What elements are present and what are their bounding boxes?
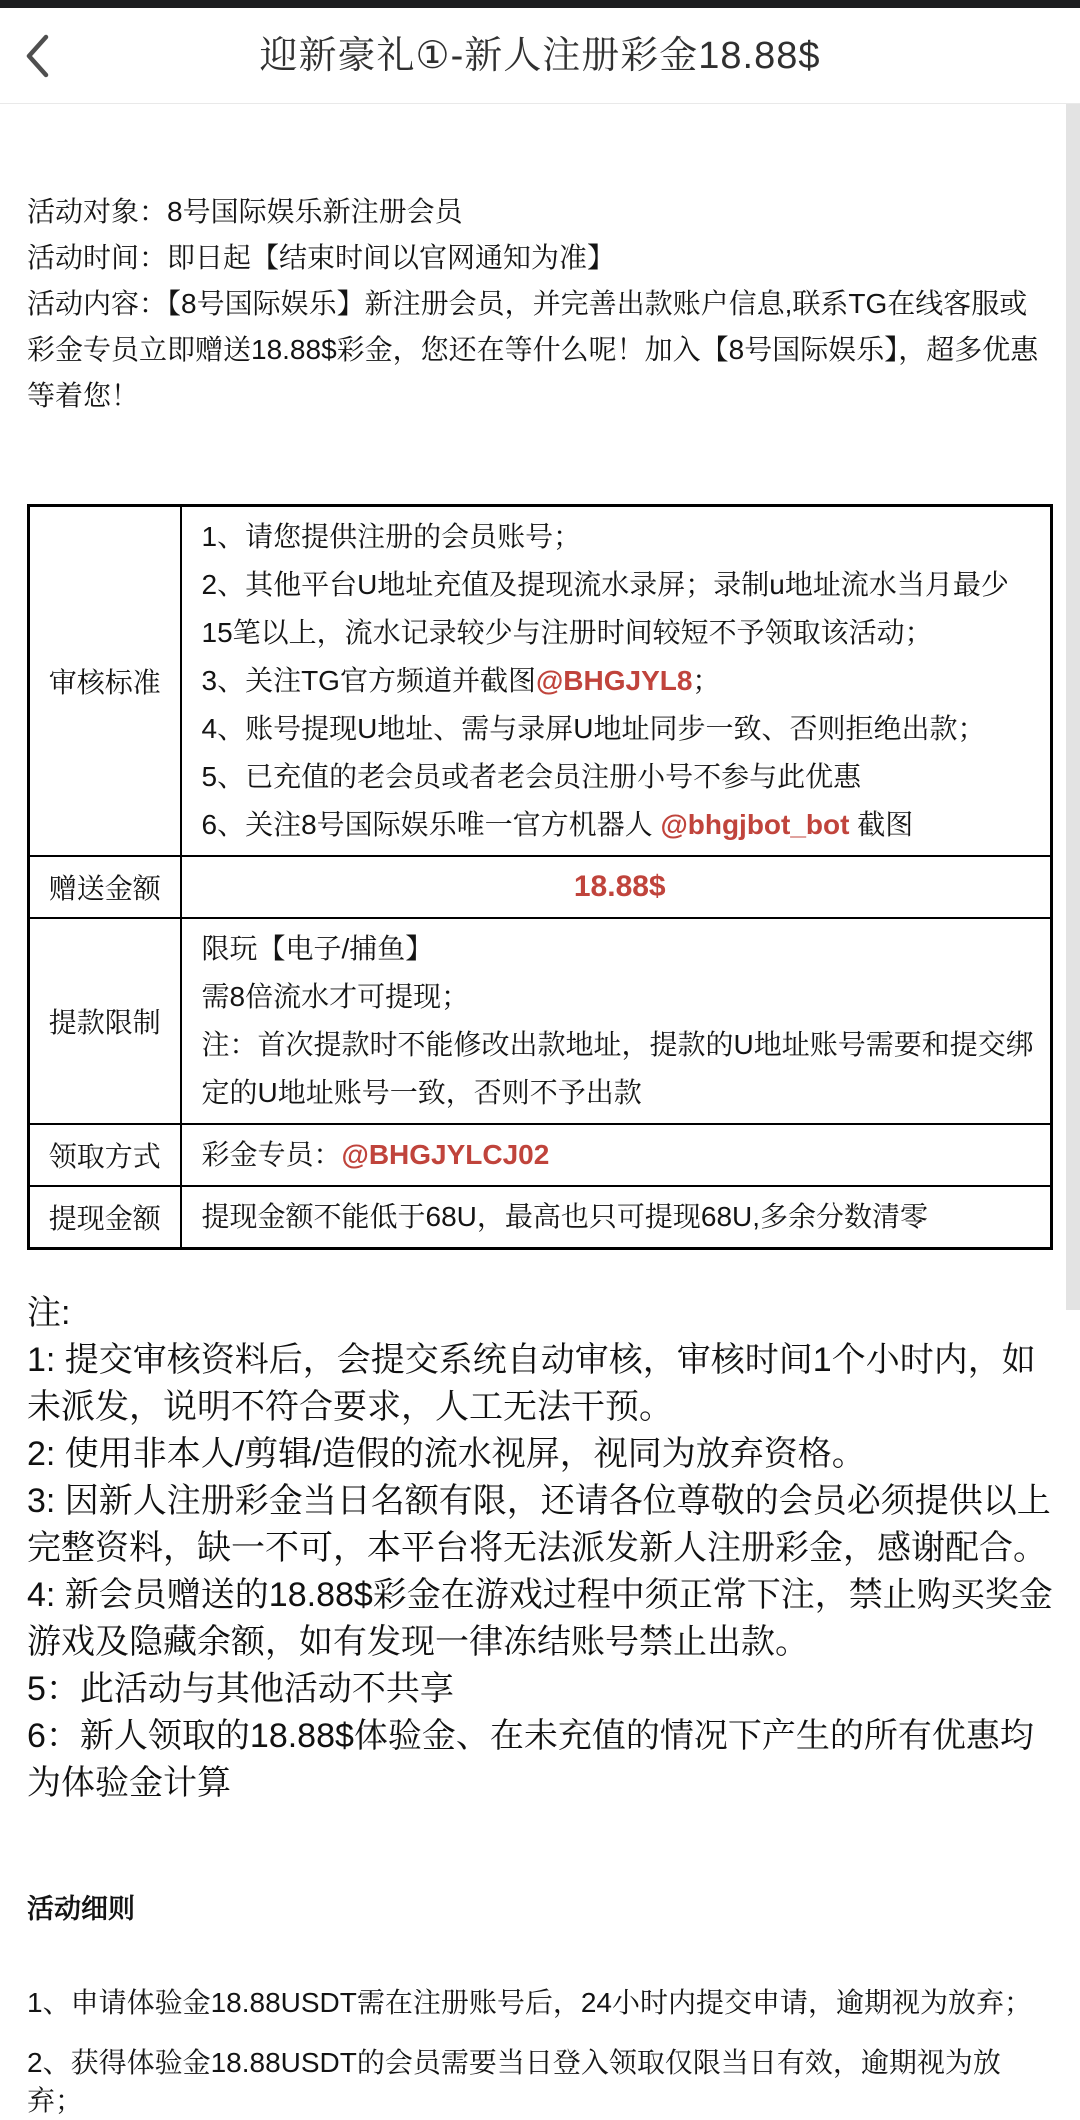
table-line: [202, 863, 1039, 911]
table-line: [202, 973, 1039, 1021]
table-row-content: [181, 1124, 1052, 1186]
promo-table: [27, 504, 1053, 1250]
text-segment: 6、关注8号国际娱乐唯一官方机器人: [201, 809, 661, 840]
back-button[interactable]: [22, 32, 66, 84]
table-row-label: 提现金额: [29, 1186, 181, 1249]
text-segment: 提现金额不能低于68U，最高也只可提现68U,多余分数清零: [201, 1201, 929, 1232]
intro-line: 活动时间：即日起【结束时间以官网通知为准】: [27, 242, 616, 273]
table-row: [29, 918, 1052, 1124]
notes-section: [27, 1290, 1053, 1807]
notes-list: [27, 1337, 1053, 1807]
text-segment: 注：首次提款时不能修改出款地址，提款的U地址账号需要和提交绑定的U地址账号一致，否则不予出款: [201, 1029, 1034, 1108]
table-row: [29, 1186, 1052, 1249]
table-row-label: 审核标准: [29, 506, 181, 857]
table-line: [202, 753, 1039, 801]
table-line: [202, 801, 1039, 849]
note-item: 3: 因新人注册彩金当日名额有限，还请各位尊敬的会员必须提供以上完整资料，缺一不可，本平台将无法派发新人注册彩金，感谢配合。: [27, 1482, 1051, 1567]
table-row-content: [181, 1186, 1052, 1249]
rules-heading: 活动细则: [27, 1894, 135, 1924]
intro-line: 活动对象：8号国际娱乐新注册会员: [27, 196, 463, 227]
table-row-label: 赠送金额: [29, 856, 181, 918]
table-line: [202, 1021, 1039, 1117]
table-row: [29, 856, 1052, 918]
rule-item: 2、获得体验金18.88USDT的会员需要当日登入领取仅限当日有效，逾期视为放弃；: [27, 2047, 1001, 2116]
table-row-content: [181, 856, 1052, 918]
text-segment: 需8倍流水才可提现；: [201, 981, 470, 1012]
table-row-content: [181, 918, 1052, 1124]
header: [0, 8, 1080, 104]
intro-section: [27, 189, 1053, 419]
rules-list: [27, 1984, 1053, 2120]
chevron-left-icon: [22, 31, 52, 86]
table-line: [202, 925, 1039, 973]
text-segment: ；: [692, 665, 721, 696]
tg-handle-text: @bhgjbot_bot: [660, 809, 850, 840]
note-item: 5：此活动与其他活动不共享: [27, 1670, 454, 1708]
promo-table-body: [29, 506, 1052, 1249]
tg-handle-text: @BHGJYLCJ02: [341, 1139, 550, 1170]
text-segment: 1、请您提供注册的会员账号；: [201, 521, 582, 552]
table-row: [29, 506, 1052, 857]
tg-handle-text: @BHGJYL8: [535, 665, 693, 696]
rule-item: 1、申请体验金18.88USDT需在注册账号后，24小时内提交申请，逾期视为放弃；: [27, 1987, 1033, 2018]
text-segment: 4、账号提现U地址、需与录屏U地址同步一致、否则拒绝出款；: [201, 713, 986, 744]
page-title: 迎新豪礼①-新人注册彩金18.88$: [259, 34, 821, 77]
text-segment: 彩金专员：: [201, 1139, 342, 1170]
note-item: 4: 新会员赠送的18.88$彩金在游戏过程中须正常下注，禁止购买奖金游戏及隐藏余额，如有发现一律冻结账号禁止出款。: [27, 1576, 1053, 1661]
text-segment: 3、关注TG官方频道并截图: [201, 665, 536, 696]
tg-handle-text: 18.88$: [573, 870, 666, 903]
note-item: 6：新人领取的18.88$体验金、在未充值的情况下产生的所有优惠均为体验金计算: [27, 1717, 1034, 1802]
top-strip: [0, 0, 1080, 8]
table-row-label: 提款限制: [29, 918, 181, 1124]
table-line: [202, 657, 1039, 705]
table-line: [202, 705, 1039, 753]
text-segment: 5、已充值的老会员或者老会员注册小号不参与此优惠: [201, 761, 862, 792]
content: [0, 189, 1080, 2120]
note-item: 2: 使用非本人/剪辑/造假的流水视屏，视同为放弃资格。: [27, 1435, 866, 1473]
text-segment: 截图: [849, 809, 914, 840]
table-line: [202, 1193, 1039, 1241]
note-item: 1: 提交审核资料后，会提交系统自动审核，审核时间1个小时内，如未派发，说明不符合要求，人工无法干预。: [27, 1341, 1036, 1426]
table-row-content: [181, 506, 1052, 857]
intro-line: 活动内容：【8号国际娱乐】新注册会员，并完善出款账户信息,联系TG在线客服或彩金专员立即赠送18.88$彩金，您还在等什么呢！加入【8号国际娱乐】，超多优惠等着您！: [27, 288, 1039, 411]
table-row-label: 领取方式: [29, 1124, 181, 1186]
scrollbar-thumb[interactable]: [1066, 104, 1080, 1310]
text-segment: 2、其他平台U地址充值及提现流水录屏；录制u地址流水当月最少15笔以上，流水记录较少与注册时间较短不予领取该活动；: [201, 569, 1009, 648]
text-segment: 限玩【电子/捕鱼】: [201, 933, 434, 964]
notes-heading: 注:: [27, 1294, 71, 1332]
table-line: [202, 1131, 1039, 1179]
table-line: [202, 561, 1039, 657]
table-line: [202, 513, 1039, 561]
table-row: [29, 1124, 1052, 1186]
